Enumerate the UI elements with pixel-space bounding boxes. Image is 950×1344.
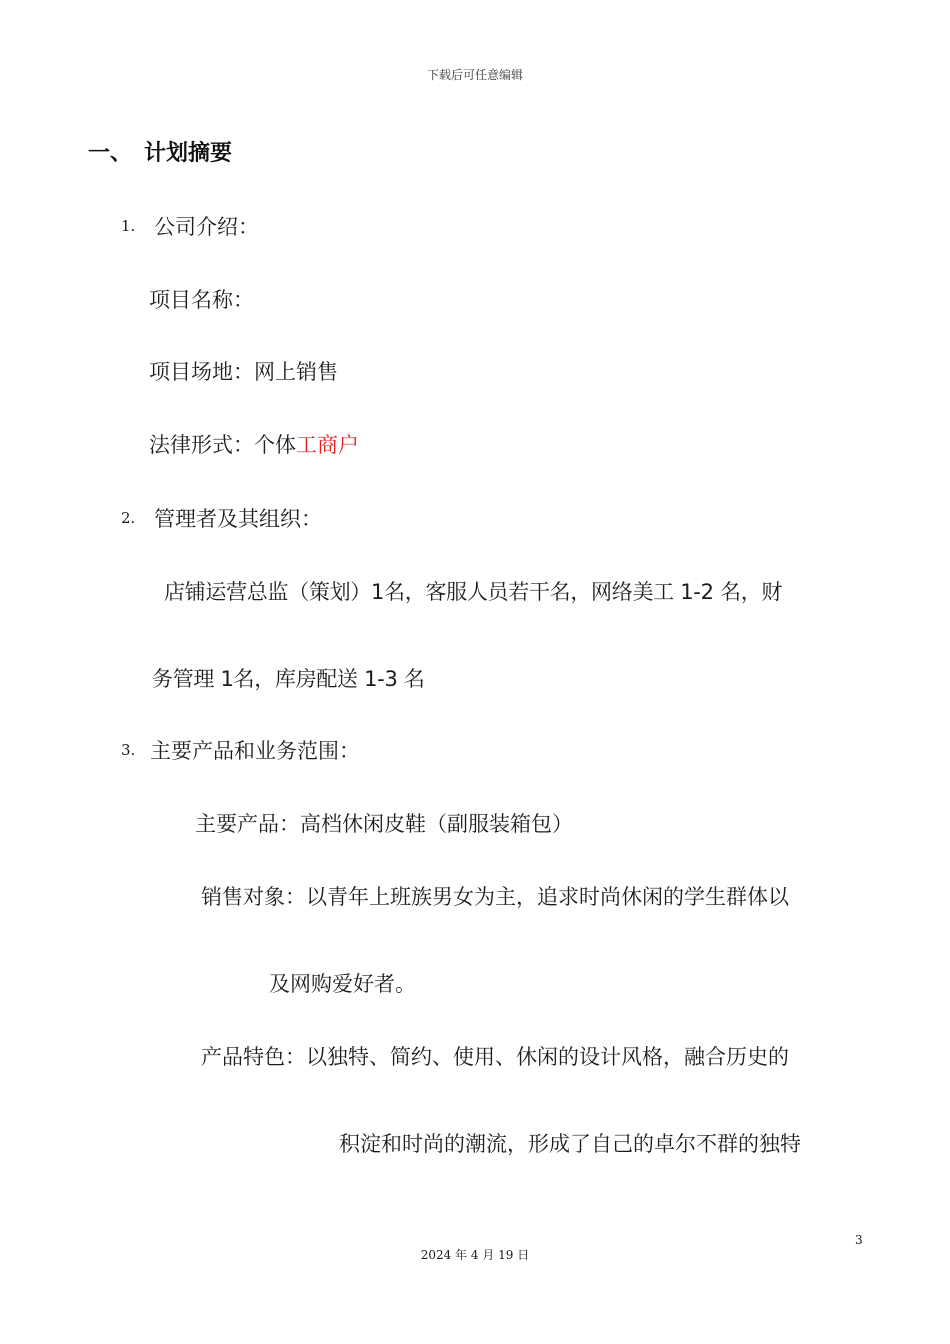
project-name: 项目名称： (149, 288, 254, 312)
legal-form (149, 429, 359, 459)
project-site: 项目场地：网上销售 (149, 360, 338, 384)
item-title-2: 管理者及其组织： (154, 507, 322, 531)
target-line-2: 及网购爱好者。 (269, 972, 416, 996)
footer-date: 2024 年 4 月 19 日 (420, 1248, 530, 1262)
org-line-2: 务管理 1名，库房配送 1-3 名 (152, 667, 425, 691)
item-title-1: 公司介绍： (154, 215, 259, 239)
item-number-2: 2. (121, 509, 136, 527)
page-number: 3 (855, 1233, 863, 1247)
main-products: 主要产品：高档休闲皮鞋（副服装箱包） (195, 812, 573, 836)
section-heading (0, 136, 950, 166)
target-line-1: 销售对象：以青年上班族男女为主，追求时尚休闲的学生群体以 (201, 885, 789, 909)
page-header: 下载后可任意编辑 (426, 68, 523, 82)
legal-form-prefix: 法律形式：个体 (149, 433, 296, 457)
item-title-3: 主要产品和业务范围： (150, 739, 360, 763)
legal-form-highlight: 工商户 (296, 433, 359, 457)
org-line-1: 店铺运营总监（策划）1名，客服人员若干名，网络美工 1-2 名，财 (164, 580, 783, 604)
feature-line-2: 积淀和时尚的潮流，形成了自己的卓尔不群的独特 (339, 1132, 801, 1156)
item-number-1: 1. (121, 217, 136, 235)
feature-line-1: 产品特色：以独特、简约、使用、休闲的设计风格，融合历史的 (201, 1045, 789, 1069)
section-number: 一、 (88, 141, 133, 166)
item-number-3: 3. (121, 741, 136, 759)
section-title: 计划摘要 (144, 141, 233, 166)
